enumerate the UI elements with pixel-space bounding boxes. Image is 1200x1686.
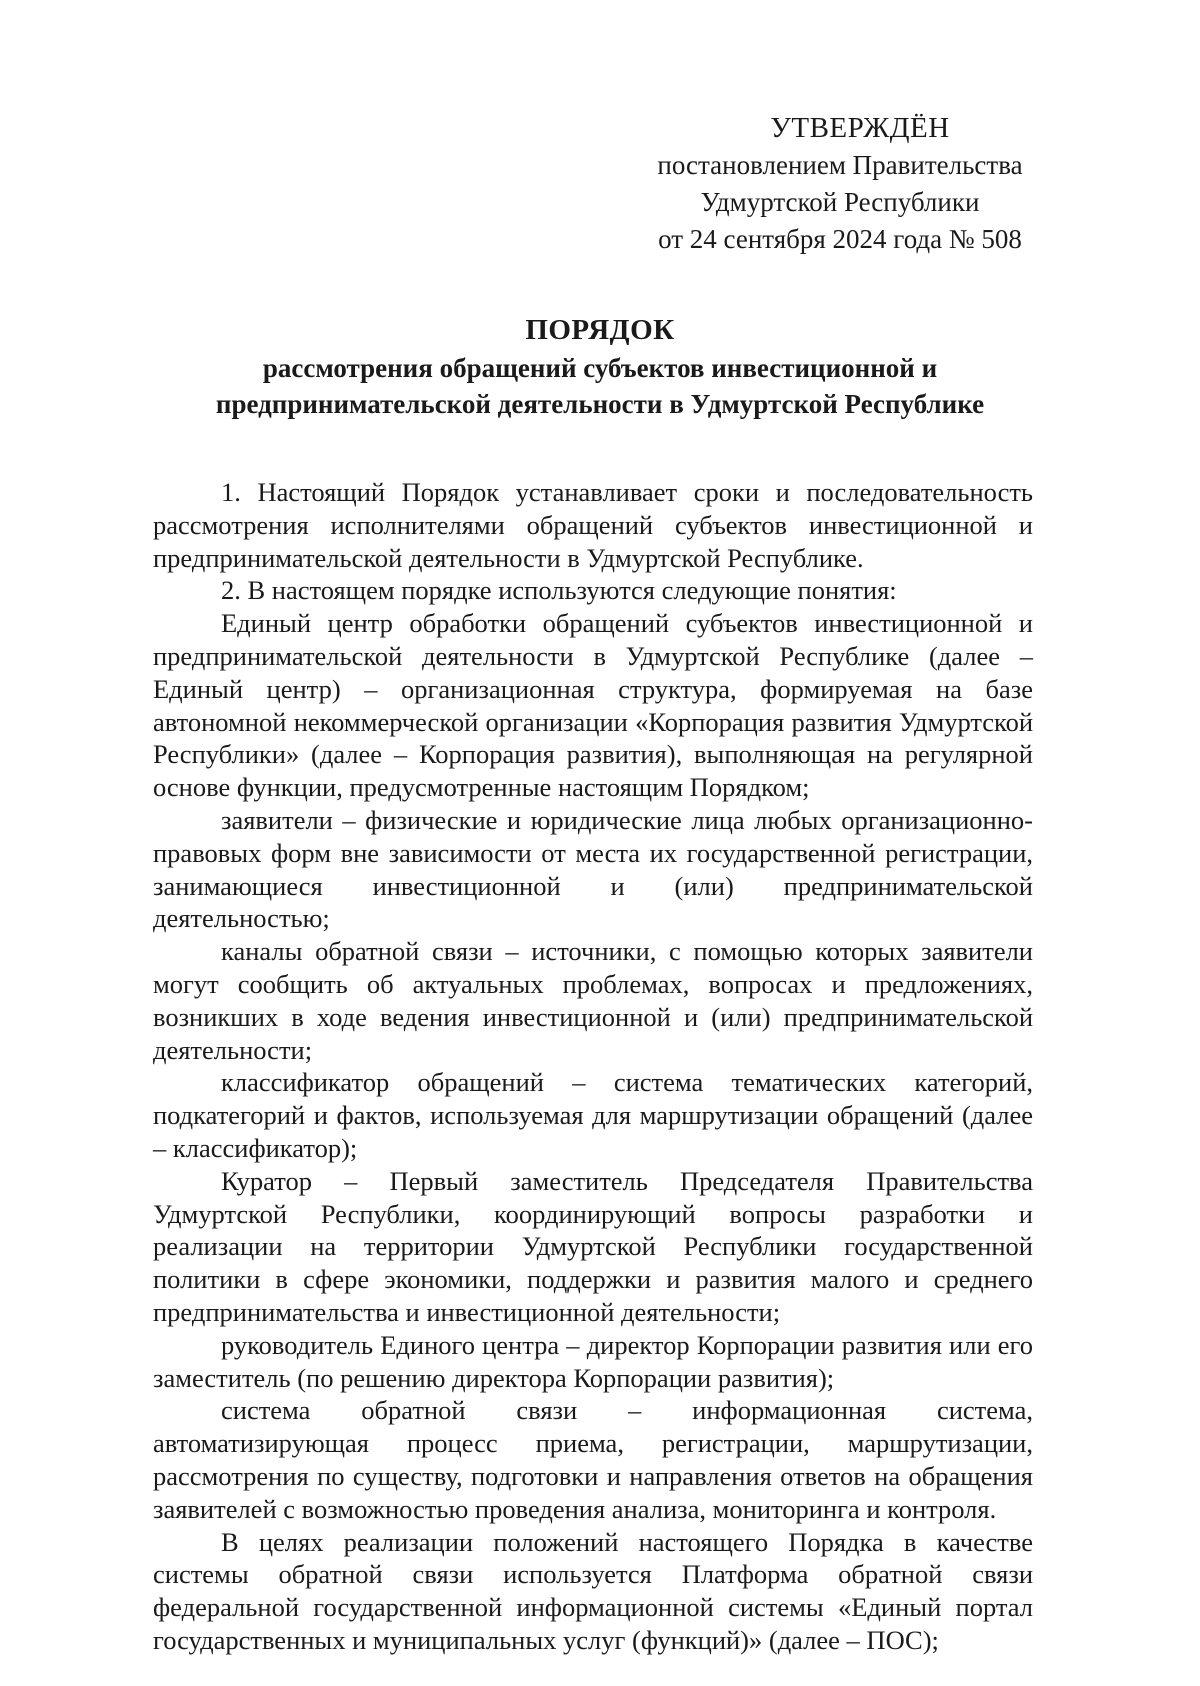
paragraph: Единый центр обработки обращений субъектов инвестиционной и предпринимательской деятельности в Удмуртской Республике (далее – Единый центр) – организационная структура, формируемая на базе автономной некоммерческой организации «Корпорация развития Удмуртской Республики» (далее – Корпорация развития), выполняющая на регулярной основе функции, предусмотренные настоящим Порядком; [153, 608, 1033, 803]
approval-block [640, 110, 1040, 258]
approval-line: постановлением Правительства [657, 150, 1023, 180]
paragraph: В целях реализации положений настоящего Порядка в качестве системы обратной связи используется Платформа обратной связи федеральной государственной информационной системы «Единый портал государственных и муниципальных услуг (функций)» (далее – ПОС); [153, 1526, 1033, 1655]
document-body [153, 476, 1033, 1657]
paragraph: заявители – физические и юридические лица любых организационно-правовых форм вне зависимости от места их государственной регистрации, занимающиеся инвестиционной и (или) предпринимательской деятельностью; [153, 804, 1033, 934]
approval-stamp: УТВЕРЖДЁН [770, 112, 950, 144]
paragraph: 2. В настоящем порядке используются следующие понятия: [221, 575, 897, 606]
paragraph: система обратной связи – информационная система, автоматизирующая процесс приема, регистрации, маршрутизации, рассмотрения по существу, подготовки и направления ответов на обращения заявителей с возможностью проведения анализа, мониторинга и контроля. [153, 1395, 1033, 1524]
approval-line: Удмуртской Республики [700, 187, 980, 217]
document-title-block [150, 310, 1050, 422]
paragraph: классификатор обращений – система тематических категорий, подкатегорий и фактов, используемая для маршрутизации обращений (далее – классификатор); [153, 1067, 1033, 1163]
document-title: ПОРЯДОК [525, 314, 675, 346]
document-subtitle-line: предпринимательской деятельности в Удмуртской Республике [215, 389, 985, 419]
approval-date-line: от 24 сентября 2024 года № 508 [658, 224, 1022, 254]
document-subtitle-line: рассмотрения обращений субъектов инвестиционной и [262, 353, 938, 383]
paragraph: 1. Настоящий Порядок устанавливает сроки и последовательность рассмотрения исполнителями обращений субъектов инвестиционной и предпринимательской деятельности в Удмуртской Республике. [153, 477, 1033, 573]
paragraph: Куратор – Первый заместитель Председателя Правительства Удмуртской Республики, координирующий вопросы разработки и реализации на территории Удмуртской Республики государственной политики в сфере экономики, поддержки и развития малого и среднего предпринимательства и инвестиционной деятельности; [153, 1165, 1033, 1327]
paragraph: руководитель Единого центра – директор Корпорации развития или его заместитель (по решению директора Корпорации развития); [153, 1329, 1033, 1393]
paragraph: каналы обратной связи – источники, с помощью которых заявители могут сообщить об актуальных проблемах, вопросах и предложениях, возникших в ходе ведения инвестиционной и (или) предпринимательской деятельности; [153, 936, 1033, 1065]
